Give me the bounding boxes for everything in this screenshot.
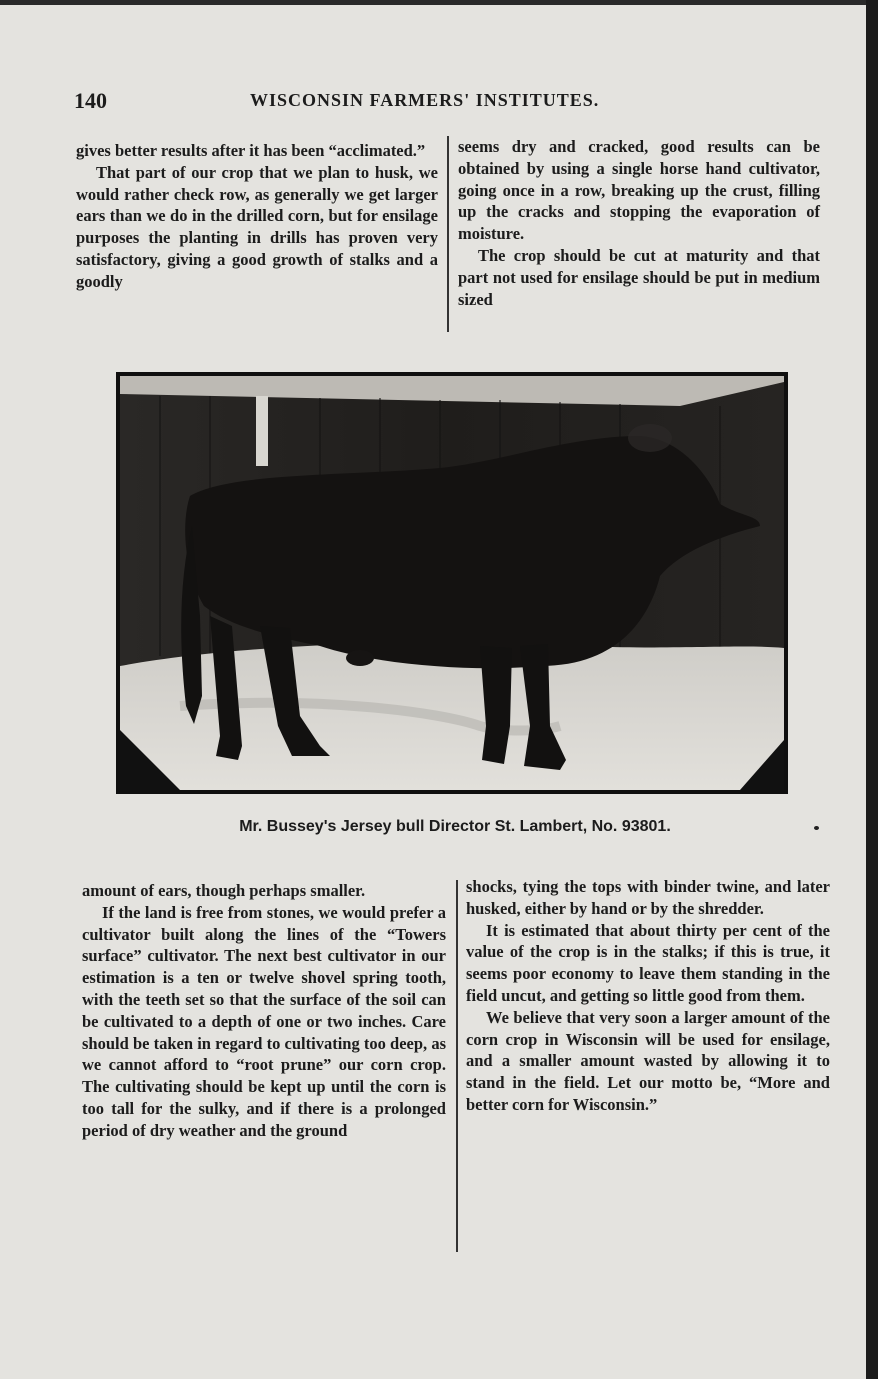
page-edge-shadow bbox=[866, 0, 878, 1379]
bull-photograph bbox=[120, 376, 784, 790]
paragraph: The crop should be cut at maturity and that part not used for ensilage should be put in medium sized bbox=[458, 245, 820, 309]
page-number: 140 bbox=[74, 88, 107, 113]
paragraph: gives better results after it has been “acclimated.” bbox=[76, 141, 426, 160]
figure-caption: Mr. Bussey's Jersey bull Director St. Lambert, No. 93801. bbox=[239, 818, 671, 835]
top-left-column bbox=[76, 140, 438, 293]
bottom-right-column bbox=[466, 876, 830, 1116]
paragraph: amount of ears, though perhaps smaller. bbox=[82, 881, 366, 900]
page-top-edge bbox=[0, 0, 878, 5]
paragraph: That part of our crop that we plan to husk, we would rather check row, as generally we get larger ears than we do in the drilled corn, but for ensilage purposes the planting in drills has proven very satisfactory, giving a good growth of stalks and a goodly bbox=[76, 162, 438, 291]
page-header bbox=[74, 88, 774, 118]
paragraph: If the land is free from stones, we would prefer a cultivator built along the lines of the “Towers surface” cultivator. The next best cultivator in our estimation is a ten or twelve shovel spring tooth, with the teeth set so that the surface of the soil can be cultivated to a depth of one or two inches. Care should be taken in regard to cultivating too deep, as we cannot afford to “root prune” our corn crop. The cultivating should be kept up until the corn is too tall for the sulky, and if there is a prolonged period of dry weather and the ground bbox=[82, 902, 446, 1140]
top-right-column bbox=[458, 136, 820, 310]
column-divider bbox=[447, 136, 449, 332]
bottom-left-column bbox=[82, 880, 446, 1142]
paragraph: It is estimated that about thirty per cent of the value of the crop is in the stalks; if this is true, it seems poor economy to leave them standing in the field uncut, and getting so little good from them. bbox=[466, 920, 830, 1005]
print-speck bbox=[814, 826, 819, 830]
running-head: WISCONSIN FARMERS' INSTITUTES. bbox=[250, 90, 600, 110]
paragraph: shocks, tying the tops with binder twine, and later husked, either by hand or by the shredder. bbox=[466, 877, 830, 918]
paragraph: We believe that very soon a larger amount of the corn crop in Wisconsin will be used for ensilage, and a smaller amount wasted by allowing it to stand in the field. Let our motto be, “More and better corn for Wisconsin.” bbox=[466, 1007, 830, 1114]
column-divider bbox=[456, 880, 458, 1252]
paragraph: seems dry and cracked, good results can be obtained by using a single horse hand cultivator, going once in a row, breaking up the crust, filling up the cracks and stopping the evaporation of moisture. bbox=[458, 137, 820, 244]
